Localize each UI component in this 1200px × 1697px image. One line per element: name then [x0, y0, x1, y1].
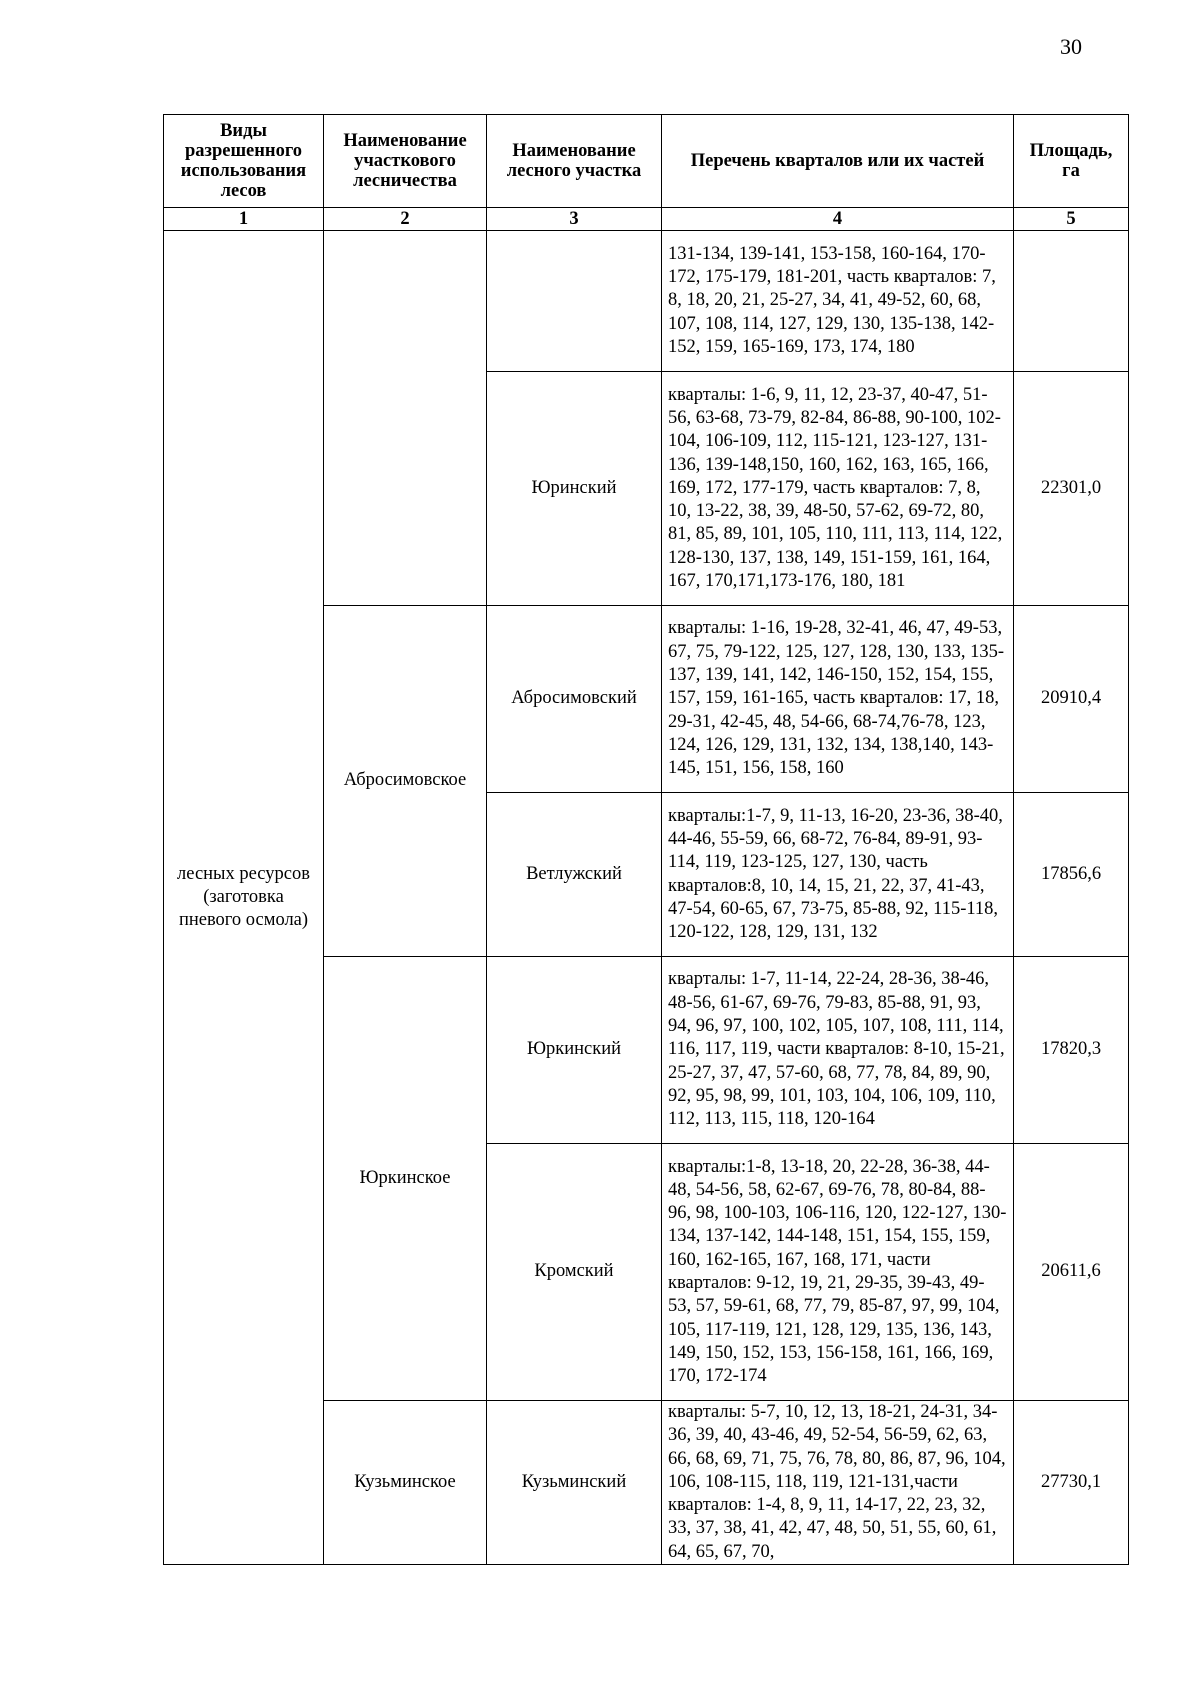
header-forestry: Наименование участкового лесничества [324, 115, 487, 208]
header-plot: Наименование лесного участка [487, 115, 662, 208]
column-number: 5 [1014, 208, 1129, 231]
quarters-cell: кварталы: 5-7, 10, 12, 13, 18-21, 24-31, 34-36, 39, 40, 43-46, 49, 52-54, 56-59, 62, 63, 66, 68, 69, 71, 75, 76, 78, 80, 86, 87, 96, 104, 106, 108-115, 118, 119, 121-131,части кварталов: 1-4, 8, 9, 11, 14-17, 22, 23, 32, 33, 37, 38, 41, 42, 47, 48, 50, 51, 55, 60, 61, 64, 65, 67, 70, [662, 1401, 1014, 1565]
page-number: 30 [1060, 34, 1082, 59]
quarters-cell: кварталы: 1-7, 11-14, 22-24, 28-36, 38-46, 48-56, 61-67, 69-76, 79-83, 85-88, 91, 93, 94, 96, 97, 100, 102, 105, 107, 108, 111, 114, 116, 117, 119, части кварталов: 8-10, 15-21, 25-27, 37, 47, 57-60, 68, 77, 78, 84, 89, 90, 92, 95, 98, 99, 101, 103, 104, 106, 109, 110, 112, 113, 115, 118, 120-164 [662, 957, 1014, 1144]
forestry-cell [324, 231, 487, 606]
header-use-type: Виды разрешенного использования лесов [164, 115, 324, 208]
column-number: 4 [662, 208, 1014, 231]
use-type-cell: лесных ресурсов (заготовка пневого осмола) [164, 231, 324, 1565]
area-cell: 27730,1 [1014, 1401, 1129, 1565]
area-cell: 20611,6 [1014, 1144, 1129, 1401]
area-cell: 22301,0 [1014, 372, 1129, 606]
plot-cell: Ветлужский [487, 793, 662, 957]
plot-cell: Абросимовский [487, 606, 662, 793]
header-row [164, 115, 1129, 208]
header-area: Площадь, га [1014, 115, 1129, 208]
plot-cell: Юринский [487, 372, 662, 606]
column-number: 2 [324, 208, 487, 231]
plot-cell [487, 231, 662, 372]
plot-cell: Кромский [487, 1144, 662, 1401]
plot-cell: Кузьминский [487, 1401, 662, 1565]
forestry-cell: Абросимовское [324, 606, 487, 957]
quarters-cell: 131-134, 139-141, 153-158, 160-164, 170-172, 175-179, 181-201, часть кварталов: 7, 8, 18, 20, 21, 25-27, 34, 41, 49-52, 60, 68, 107, 108, 114, 127, 129, 130, 135-138, 142-152, 159, 165-169, 173, 174, 180 [662, 231, 1014, 372]
area-cell: 17820,3 [1014, 957, 1129, 1144]
forestry-table [163, 114, 1129, 1565]
header-quarters: Перечень кварталов или их частей [662, 115, 1014, 208]
column-number-row [164, 208, 1129, 231]
plot-cell: Юркинский [487, 957, 662, 1144]
forestry-cell: Кузьминское [324, 1401, 487, 1565]
quarters-cell: кварталы:1-7, 9, 11-13, 16-20, 23-36, 38-40, 44-46, 55-59, 66, 68-72, 76-84, 89-91, 93-114, 119, 123-125, 127, 130, часть кварталов:8, 10, 14, 15, 21, 22, 37, 41-43, 47-54, 60-65, 67, 73-75, 85-88, 92, 115-118, 120-122, 128, 129, 131, 132 [662, 793, 1014, 957]
area-cell: 20910,4 [1014, 606, 1129, 793]
quarters-cell: кварталы: 1-16, 19-28, 32-41, 46, 47, 49-53, 67, 75, 79-122, 125, 127, 128, 130, 133, 135- 137, 139, 141, 142, 146-150, 152, 154, 155, 157, 159, 161-165, часть кварталов: 17, 18, 29-31, 42-45, 48, 54-66, 68-74,76-78, 123, 124, 126, 129, 131, 132, 134, 138,140, 143-145, 151, 156, 158, 160 [662, 606, 1014, 793]
area-cell [1014, 231, 1129, 372]
forestry-cell: Юркинское [324, 957, 487, 1401]
column-number: 1 [164, 208, 324, 231]
area-cell: 17856,6 [1014, 793, 1129, 957]
quarters-cell: кварталы: 1-6, 9, 11, 12, 23-37, 40-47, 51-56, 63-68, 73-79, 82-84, 86-88, 90-100, 102-104, 106-109, 112, 115-121, 123-127, 131-136, 139-148,150, 160, 162, 163, 165, 166, 169, 172, 177-179, часть кварталов: 7, 8, 10, 13-22, 38, 39, 48-50, 57-62, 69-72, 80, 81, 85, 89, 101, 105, 110, 111, 113, 114, 122, 128-130, 137, 138, 149, 151-159, 161, 164, 167, 170,171,173-176, 180, 181 [662, 372, 1014, 606]
table-row [164, 231, 1129, 372]
column-number: 3 [487, 208, 662, 231]
quarters-cell: кварталы:1-8, 13-18, 20, 22-28, 36-38, 44-48, 54-56, 58, 62-67, 69-76, 78, 80-84, 88-96, 98, 100-103, 106-116, 120, 122-127, 130-134, 137-142, 144-148, 151, 154, 155, 159, 160, 162-165, 167, 168, 171, части кварталов: 9-12, 19, 21, 29-35, 39-43, 49-53, 57, 59-61, 68, 77, 79, 85-87, 97, 99, 104, 105, 117-119, 121, 128, 129, 135, 136, 143, 149, 150, 152, 153, 156-158, 161, 166, 169, 170, 172-174 [662, 1144, 1014, 1401]
